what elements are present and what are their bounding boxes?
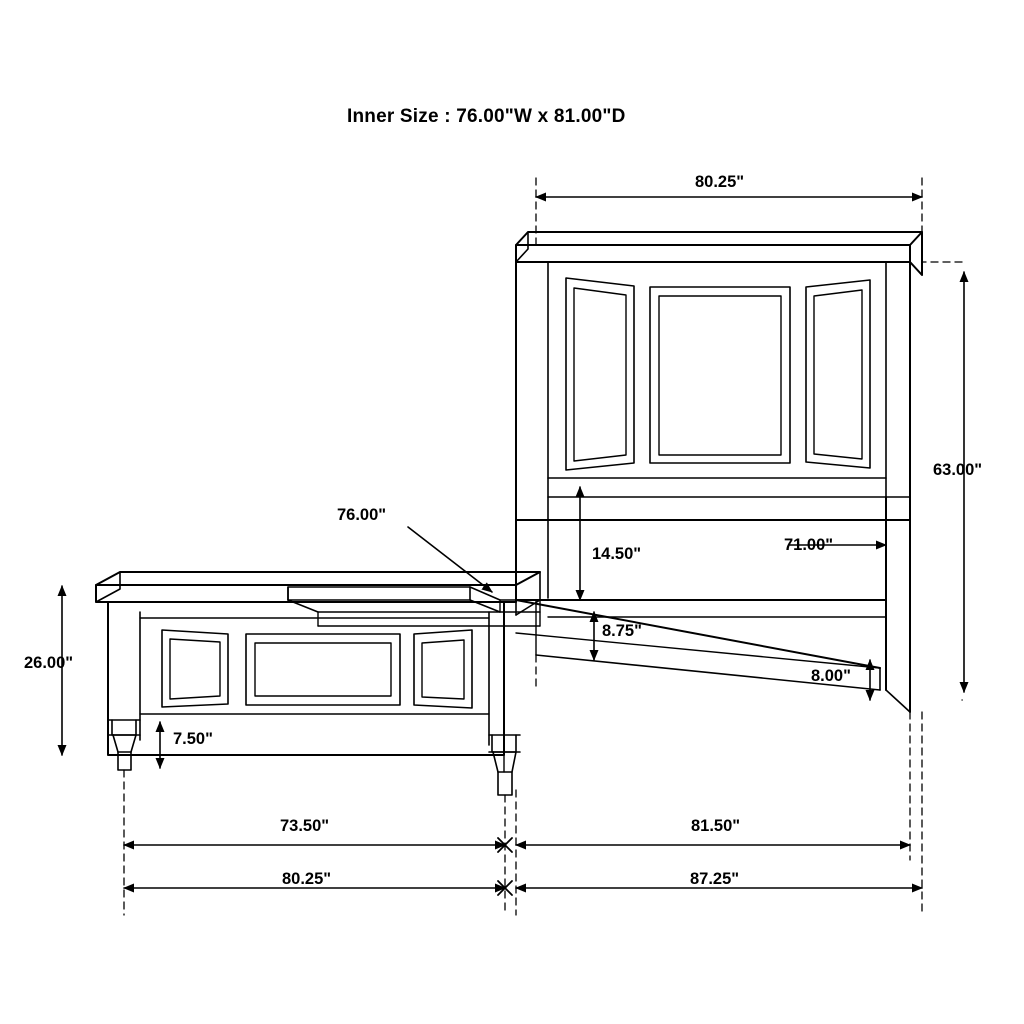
headboard (516, 232, 922, 712)
dim-slat-height: 14.50" (592, 545, 642, 563)
dim-foot-post-height: 7.50" (173, 730, 213, 748)
page-title: Inner Size : 76.00"W x 81.00"D (347, 106, 626, 127)
dim-rail-length: 71.00" (784, 536, 834, 554)
dim-overall-width: 80.25" (282, 870, 332, 888)
dim-rail-bottom-height: 8.00" (811, 667, 851, 685)
deck-slats (288, 587, 540, 626)
dim-deck-height: 8.75" (602, 622, 642, 640)
dim-side-rail-length: 81.50" (691, 817, 741, 835)
dim-footboard-width: 73.50" (280, 817, 330, 835)
dim-headboard-top-width: 80.25" (695, 173, 745, 191)
dim-headboard-height: 63.00" (933, 461, 983, 479)
dim-overall-length: 87.25" (690, 870, 740, 888)
extension-lines (124, 178, 962, 915)
dim-footboard-height: 26.00" (24, 654, 74, 672)
footboard (96, 572, 540, 795)
dim-mattress-width: 76.00" (337, 506, 387, 524)
